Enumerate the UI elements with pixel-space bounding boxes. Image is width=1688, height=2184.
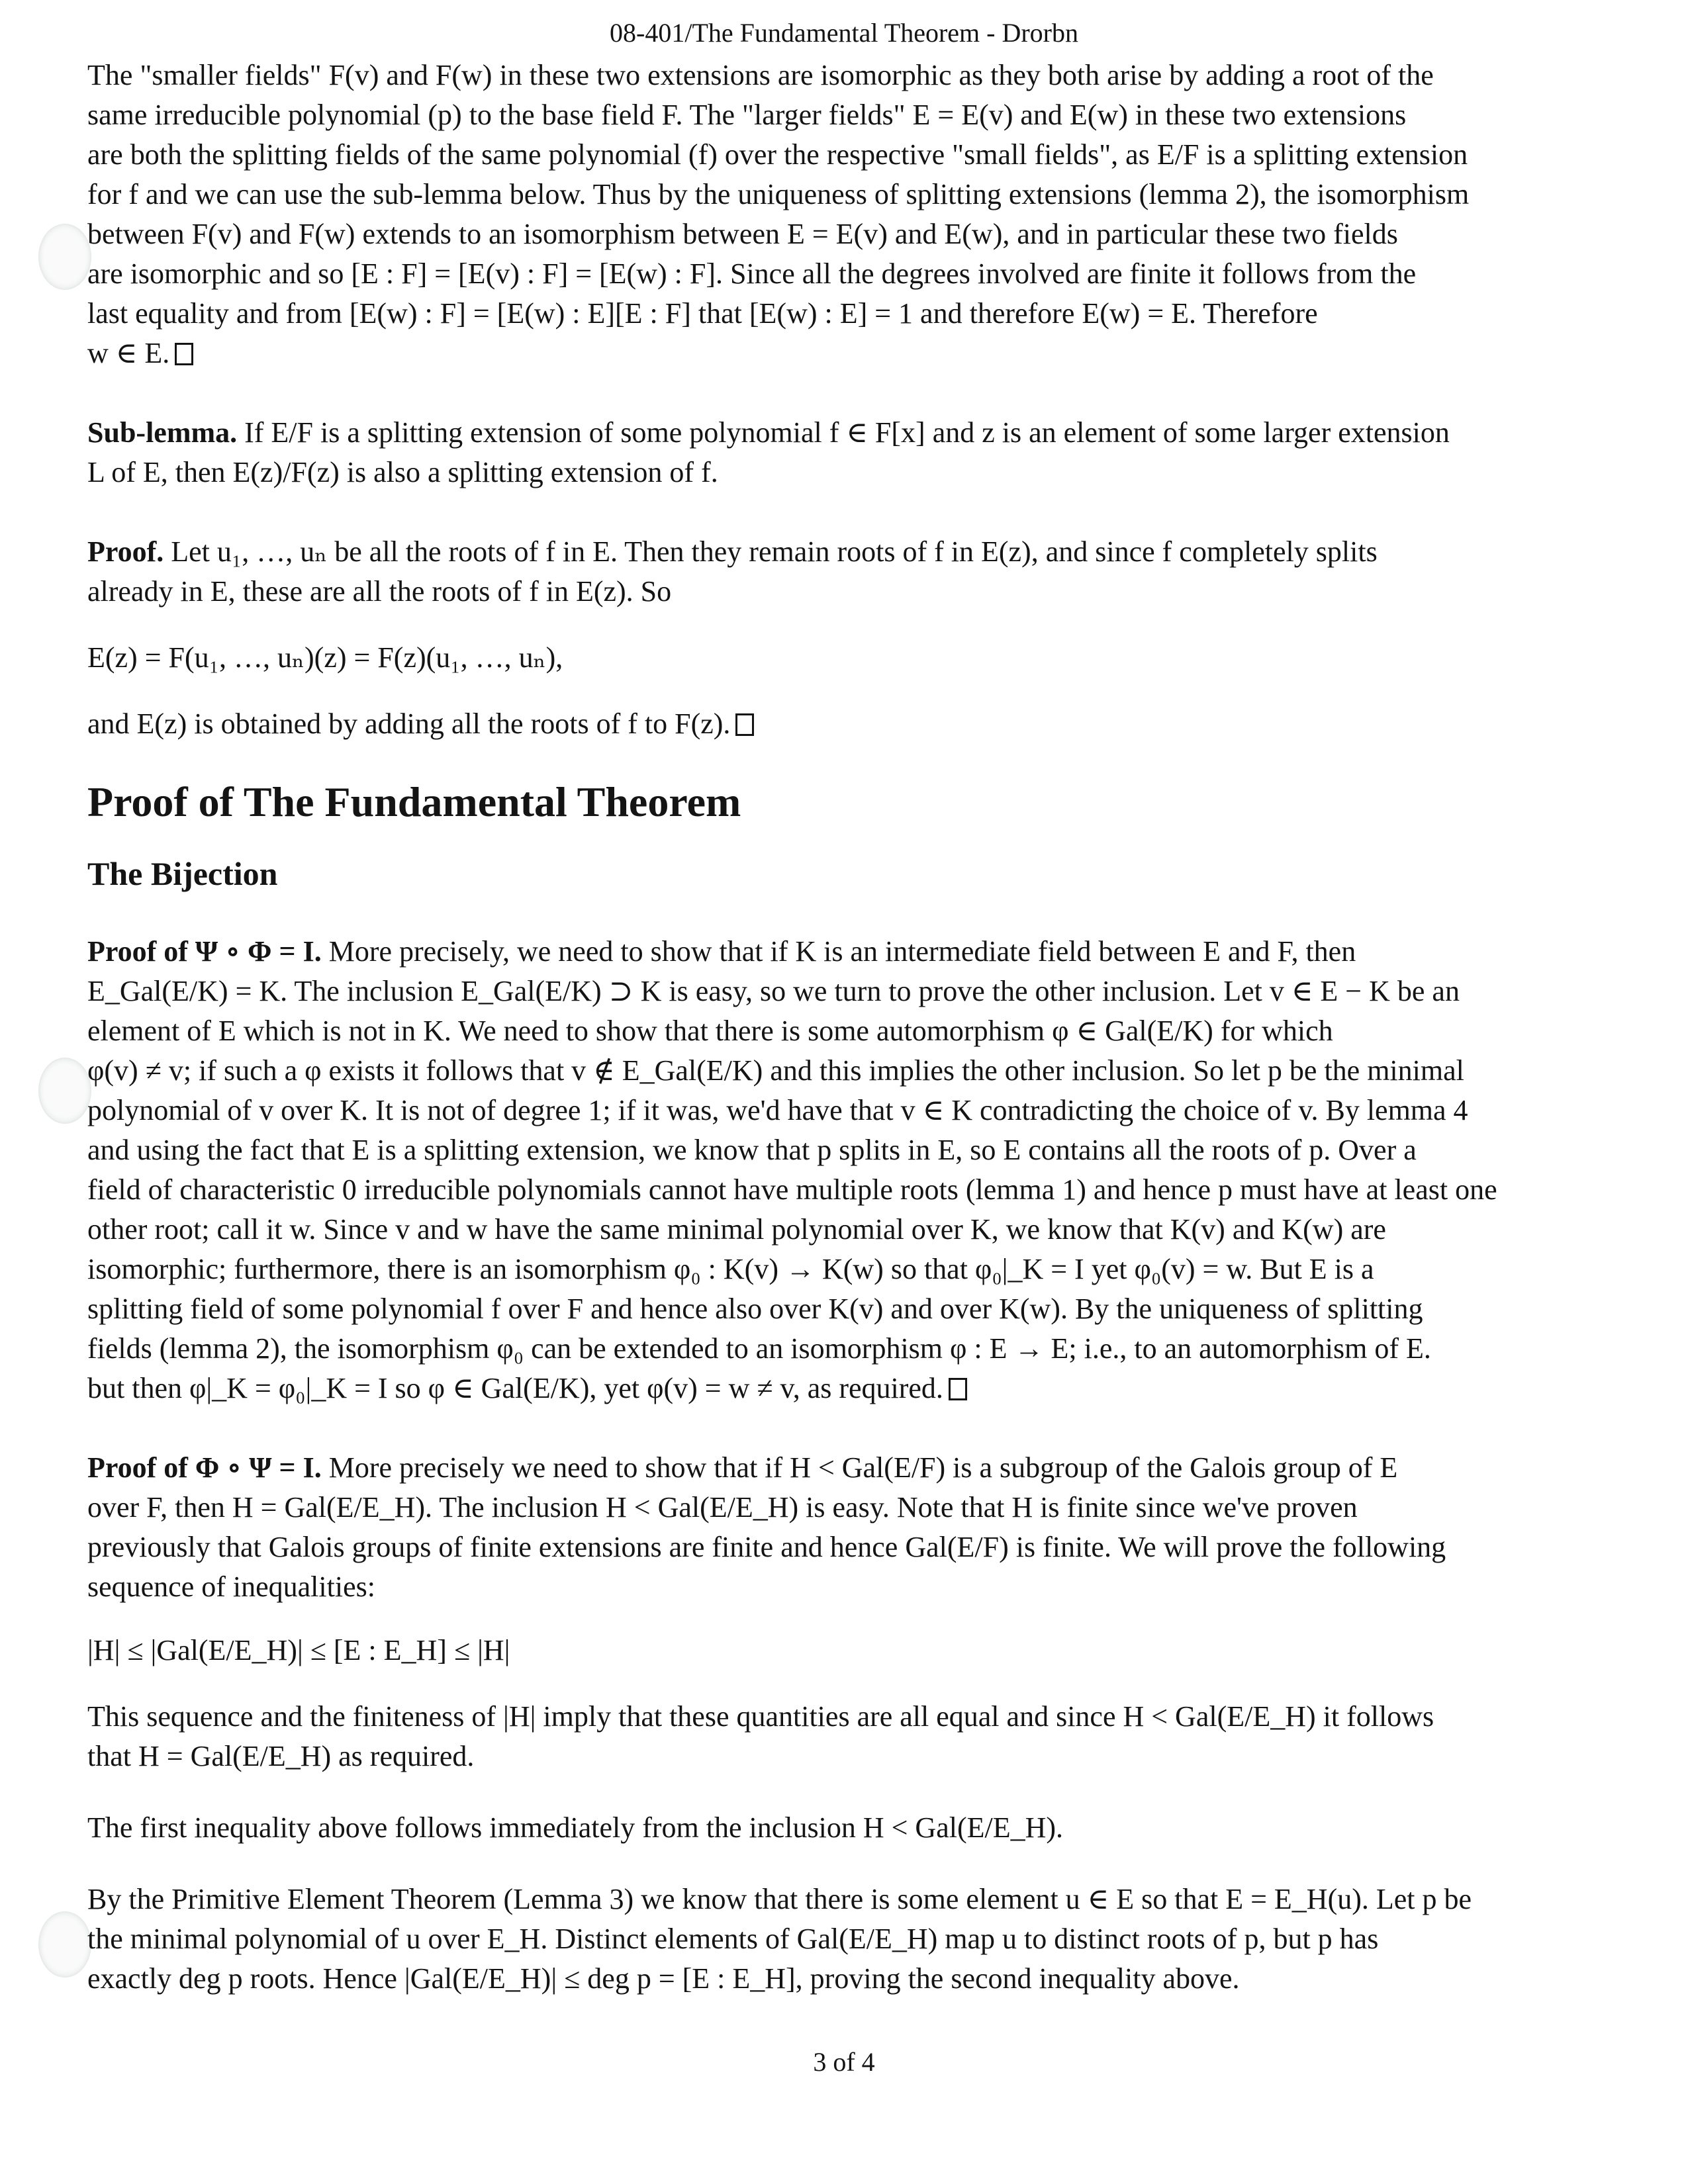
text-line: field of characteristic 0 irreducible polynomials cannot have multiple roots (lemma 1) and hence p must have at least one [87,1173,1497,1206]
proof-phi-psi-paragraph [87,1448,1597,1607]
text-line: that H = Gal(E/E_H) as required. [87,1740,475,1772]
text-fragment: More precisely, we need to show that if K is an intermediate field between E and F, then [321,935,1356,968]
punch-hole-decoration [38,224,91,290]
spacer [87,678,1597,704]
spacer [87,492,1597,532]
text-line: over F, then H = Gal(E/E_H). The inclusion H < Gal(E/E_H) is easy. Note that H is finite since we've proven [87,1491,1358,1524]
text-line [87,532,1597,572]
text-line: already in E, these are all the roots of f in E(z). So [87,575,672,608]
document-body [87,56,1597,1999]
text-line: E_Gal(E/K) = K. The inclusion E_Gal(E/K) ⊃ K is easy, so we turn to prove the other inclusion. Let v ∈ E − K be an [87,975,1460,1007]
page-header: 08-401/The Fundamental Theorem - Drorbn [610,18,1078,48]
text-line: same irreducible polynomial (p) to the base field F. The "larger fields" E = E(v) and E(w) in these two extensions [87,99,1407,131]
spacer [87,612,1597,638]
spacer [87,744,1597,776]
finiteness-paragraph [87,1697,1597,1776]
text-line: previously that Galois groups of finite extensions are finite and hence Gal(E/F) is finite. We will prove the following [87,1531,1446,1563]
text-line: element of E which is not in K. We need to show that there is some automorphism φ ∈ Gal(E/K) for which [87,1015,1333,1047]
text-line: sequence of inequalities: [87,1570,375,1603]
sublemma-label: Sub-lemma. [87,416,238,449]
proof-psi-phi-paragraph [87,932,1597,1408]
spacer [87,1848,1597,1880]
display-equation: E(z) = F(u₁, …, uₙ)(z) = F(z)(u₁, …, uₙ), [87,641,563,674]
text-line: for f and we can use the sub-lemma below. Thus by the uniqueness of splitting extensions (lemma 2), the isomorphism [87,178,1470,210]
text-line: polynomial of v over K. It is not of degree 1; if it was, we'd have that v ∈ K contradicting the choice of v. By lemma 4 [87,1094,1468,1126]
text-fragment: w ∈ E. [87,337,170,369]
spacer [87,829,1597,852]
punch-hole-decoration [38,1911,91,1978]
spacer [87,1607,1597,1631]
punch-hole-decoration [38,1058,91,1124]
proof-label: Proof of Ψ ∘ Φ = I. [87,935,322,968]
spacer [87,1408,1597,1448]
spacer [87,1776,1597,1808]
spacer [87,1670,1597,1697]
spacer [87,373,1597,413]
text-line: L of E, then E(z)/F(z) is also a splitting extension of f. [87,456,718,488]
text-line: By the Primitive Element Theorem (Lemma 3) we know that there is some element u ∈ E so that E = E_H(u). Let p be [87,1883,1472,1915]
text-fragment: More precisely we need to show that if H < Gal(E/F) is a subgroup of the Galois group of E [321,1451,1398,1484]
text-line: and using the fact that E is a splitting extension, we know that p splits in E, so E contains all the roots of p. Over a [87,1134,1417,1166]
text-line [87,932,1597,972]
text-fragment: and E(z) is obtained by adding all the roots of f to F(z). [87,707,731,740]
text-line: splitting field of some polynomial f over F and hence also over K(v) and over K(w). By the uniqueness of splitting [87,1293,1423,1325]
spacer [87,895,1597,932]
qed-square-icon [735,713,754,736]
text-line: φ(v) ≠ v; if such a φ exists it follows that v ∉ E_Gal(E/K) and this implies the other inclusion. So let p be the minimal [87,1054,1464,1087]
subsection-heading: The Bijection [87,855,278,892]
qed-square-icon [175,343,193,365]
text-line [87,413,1597,453]
text-fragment: but then φ|_K = φ₀|_K = I so φ ∈ Gal(E/K), yet φ(v) = w ≠ v, as required. [87,1372,943,1404]
text-fragment: Let u₁, …, uₙ be all the roots of f in E. Then they remain roots of f in E(z), and since f completely splits [164,535,1378,568]
text-line: between F(v) and F(w) extends to an isomorphism between E = E(v) and E(w), and in particular these two fields [87,218,1398,250]
text-line: last equality and from [E(w) : F] = [E(w) : E][E : F] that [E(w) : E] = 1 and therefore E(w) = E. Therefore [87,297,1318,330]
text-line: are both the splitting fields of the same polynomial (f) over the respective "small fields", as E/F is a splitting extension [87,138,1468,171]
text-line: other root; call it w. Since v and w have the same minimal polynomial over K, we know that K(v) and K(w) are [87,1213,1386,1246]
primitive-element-paragraph [87,1880,1597,1999]
text-line: The "smaller fields" F(v) and F(w) in these two extensions are isomorphic as they both arise by adding a root of the [87,59,1434,91]
text-line: are isomorphic and so [E : F] = [E(v) : F] = [E(w) : F]. Since all the degrees involved are finite it follows from the [87,257,1417,290]
page-number: 3 of 4 [813,2047,875,2077]
text-line: The first inequality above follows immediately from the inclusion H < Gal(E/E_H). [87,1811,1064,1844]
text-line: the minimal polynomial of u over E_H. Distinct elements of Gal(E/E_H) map u to distinct roots of p, but p has [87,1923,1379,1955]
text-line: fields (lemma 2), the isomorphism φ₀ can be extended to an isomorphism φ : E → E; i.e., to an automorphism of E. [87,1332,1431,1365]
text-line [87,1369,1597,1408]
qed-square-icon [949,1378,967,1400]
text-line [87,704,1597,744]
sublemma-paragraph [87,413,1597,492]
text-line: This sequence and the finiteness of |H| imply that these quantities are all equal and since H < Gal(E/E_H) it follows [87,1700,1434,1733]
text-line [87,1448,1597,1488]
display-inequalities: |H| ≤ |Gal(E/E_H)| ≤ [E : E_H] ≤ |H| [87,1634,510,1666]
text-fragment: If E/F is a splitting extension of some polynomial f ∈ F[x] and z is an element of some larger extension [237,416,1450,449]
sublemma-proof-paragraph [87,532,1597,612]
text-line: exactly deg p roots. Hence |Gal(E/E_H)| ≤ deg p = [E : E_H], proving the second inequality above. [87,1962,1240,1995]
text-line: isomorphic; furthermore, there is an isomorphism φ₀ : K(v) → K(w) so that φ₀|_K = I yet φ₀(v) = w. But E is a [87,1253,1374,1285]
section-heading: Proof of The Fundamental Theorem [87,778,741,825]
intro-paragraph [87,56,1597,373]
text-line [87,334,1597,373]
proof-label: Proof. [87,535,164,568]
proof-label: Proof of Φ ∘ Ψ = I. [87,1451,322,1484]
